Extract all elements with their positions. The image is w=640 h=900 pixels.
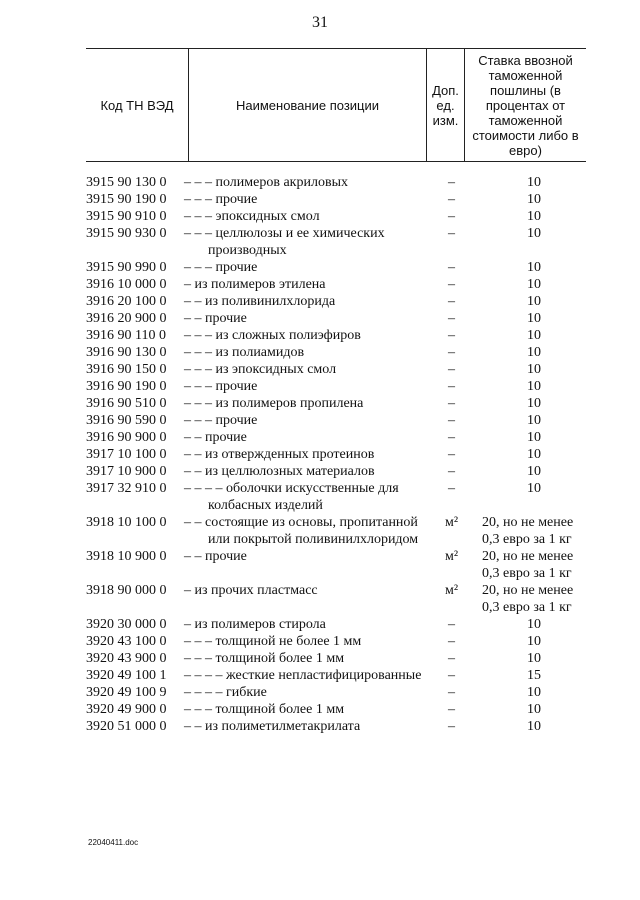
additional-unit: – [448, 311, 455, 326]
additional-unit: – [448, 345, 455, 360]
tnved-code: 3916 20 100 0 [86, 294, 167, 309]
duty-rate [474, 633, 594, 650]
duty-rate-line: 10 [527, 328, 541, 343]
duty-rate-line: 10 [527, 260, 541, 275]
position-name: – – состоящие из основы, пропитанной или покрытой поливинилхлоридом [184, 515, 419, 547]
duty-rate [474, 616, 594, 633]
position-name: – – из отвержденных протеинов [184, 447, 375, 462]
table-row [86, 412, 606, 429]
duty-rate [474, 191, 594, 208]
table-row [86, 259, 606, 276]
position-name: – – – – гибкие [184, 685, 267, 700]
additional-unit: – [448, 209, 455, 224]
duty-rate-line: 10 [527, 702, 541, 717]
tnved-code: 3915 90 130 0 [86, 175, 167, 190]
duty-rate-line: 10 [527, 294, 541, 309]
position-name: – – – прочие [184, 379, 258, 394]
duty-rate-line: 10 [527, 651, 541, 666]
tnved-code: 3915 90 990 0 [86, 260, 167, 275]
tnved-code: 3918 90 000 0 [86, 583, 167, 598]
duty-rate [474, 514, 594, 548]
position-name: – – – целлюлозы и ее химических производных [184, 226, 385, 258]
position-name: – – – – жесткие непластифицированные [184, 668, 422, 683]
duty-rate-line: 10 [527, 175, 541, 190]
tnved-code: 3916 90 190 0 [86, 379, 167, 394]
table-row [86, 429, 606, 446]
duty-rate [474, 225, 594, 259]
duty-rate [474, 276, 594, 293]
position-name: – – из поливинилхлорида [184, 294, 336, 309]
table-row [86, 327, 606, 344]
tnved-code: 3920 51 000 0 [86, 719, 167, 734]
table-row [86, 395, 606, 412]
duty-rate-line: 20, но не менее [482, 515, 574, 530]
additional-unit: – [448, 447, 455, 462]
additional-unit: – [448, 617, 455, 632]
position-name: – – из целлюлозных материалов [184, 464, 375, 479]
additional-unit: – [448, 175, 455, 190]
additional-unit: – [448, 481, 455, 496]
duty-rate-line: 10 [527, 379, 541, 394]
header-unit: Доп. ед. изм. [432, 82, 459, 128]
duty-rate [474, 701, 594, 718]
duty-rate [474, 446, 594, 463]
duty-rate-line: 20, но не менее [482, 583, 574, 598]
additional-unit: – [448, 413, 455, 428]
position-name: – – – из эпоксидных смол [184, 362, 337, 377]
duty-rate [474, 361, 594, 378]
duty-rate [474, 667, 594, 684]
table-row [86, 701, 606, 718]
position-name: – – – из полиамидов [184, 345, 305, 360]
duty-rate [474, 378, 594, 395]
duty-rate-line: 10 [527, 311, 541, 326]
table-row [86, 361, 606, 378]
duty-rate [474, 582, 594, 616]
position-name: – – прочие [184, 549, 247, 564]
table-row [86, 191, 606, 208]
duty-rate-line: 10 [527, 464, 541, 479]
tnved-code: 3916 10 000 0 [86, 277, 167, 292]
table-row [86, 378, 606, 395]
tnved-code: 3915 90 190 0 [86, 192, 167, 207]
position-name: – из полимеров стирола [184, 617, 326, 632]
position-name: – – – – оболочки искусственные для колбасных изделий [184, 481, 399, 513]
table-row [86, 684, 606, 701]
duty-rate [474, 650, 594, 667]
tnved-code: 3920 49 100 1 [86, 668, 167, 683]
duty-rate-line: 10 [527, 447, 541, 462]
tnved-code: 3916 90 110 0 [86, 328, 166, 343]
duty-rate-line: 10 [527, 277, 541, 292]
position-name: – – – из полимеров пропилена [184, 396, 364, 411]
tnved-code: 3917 32 910 0 [86, 481, 167, 496]
header-rate: Ставка ввозной таможенной пошлины (в процентах от таможенной стоимости либо в евро) [472, 52, 579, 158]
position-name: – – – эпоксидных смол [184, 209, 320, 224]
duty-rate [474, 174, 594, 191]
additional-unit: – [448, 294, 455, 309]
duty-rate-line: 10 [527, 209, 541, 224]
additional-unit: – [448, 379, 455, 394]
table-row [86, 208, 606, 225]
tnved-code: 3916 90 130 0 [86, 345, 167, 360]
page-number: 31 [312, 14, 328, 31]
tnved-code: 3920 49 100 9 [86, 685, 167, 700]
table-row [86, 446, 606, 463]
tnved-code: 3916 90 590 0 [86, 413, 167, 428]
position-name: – – – толщиной более 1 мм [184, 702, 345, 717]
position-name: – из полимеров этилена [184, 277, 326, 292]
additional-unit: – [448, 464, 455, 479]
position-name: – – – из сложных полиэфиров [184, 328, 361, 343]
position-name: – – из полиметилметакрилата [184, 719, 361, 734]
additional-unit: – [448, 634, 455, 649]
position-name: – – – прочие [184, 192, 258, 207]
duty-rate [474, 548, 594, 582]
duty-rate-line: 10 [527, 481, 541, 496]
duty-rate [474, 310, 594, 327]
table-header [86, 48, 586, 162]
duty-rate-line: 10 [527, 634, 541, 649]
tnved-code: 3918 10 100 0 [86, 515, 167, 530]
duty-rate-line: 10 [527, 430, 541, 445]
tnved-code: 3920 49 900 0 [86, 702, 167, 717]
tnved-code: 3915 90 930 0 [86, 226, 167, 241]
tnved-code: 3915 90 910 0 [86, 209, 167, 224]
duty-rate-line: 10 [527, 226, 541, 241]
table-row [86, 480, 606, 514]
duty-rate [474, 395, 594, 412]
duty-rate [474, 259, 594, 276]
tnved-code: 3920 43 900 0 [86, 651, 167, 666]
duty-rate [474, 344, 594, 361]
position-name: – – – прочие [184, 413, 258, 428]
duty-rate [474, 429, 594, 446]
duty-rate-line: 10 [527, 413, 541, 428]
duty-rate-line: 10 [527, 396, 541, 411]
table-row [86, 582, 606, 616]
table-row [86, 174, 606, 191]
table-row [86, 548, 606, 582]
position-name: – – – прочие [184, 260, 258, 275]
duty-rate-line: 0,3 евро за 1 кг [482, 566, 572, 581]
duty-rate [474, 463, 594, 480]
tnved-code: 3920 43 100 0 [86, 634, 167, 649]
tnved-code: 3916 90 510 0 [86, 396, 167, 411]
additional-unit: – [448, 192, 455, 207]
tnved-code: 3916 20 900 0 [86, 311, 167, 326]
additional-unit: м² [444, 583, 459, 598]
duty-rate-line: 0,3 евро за 1 кг [482, 532, 572, 547]
duty-rate [474, 684, 594, 701]
duty-rate [474, 718, 594, 735]
header-name: Наименование позиции [235, 97, 380, 113]
position-name: – – прочие [184, 430, 247, 445]
additional-unit: – [448, 702, 455, 717]
additional-unit: м² [444, 515, 459, 530]
duty-rate-line: 10 [527, 685, 541, 700]
position-name: – – прочие [184, 311, 247, 326]
duty-rate-line: 10 [527, 345, 541, 360]
tnved-code: 3916 90 900 0 [86, 430, 167, 445]
table-row [86, 718, 606, 735]
duty-rate-line: 10 [527, 719, 541, 734]
additional-unit: – [448, 226, 455, 241]
table-row [86, 633, 606, 650]
tariff-table-body [86, 174, 606, 735]
additional-unit: – [448, 362, 455, 377]
header-code: Код ТН ВЭД [100, 97, 174, 113]
duty-rate-line: 15 [527, 668, 541, 683]
duty-rate-line: 20, но не менее [482, 549, 574, 564]
table-row [86, 344, 606, 361]
additional-unit: – [448, 260, 455, 275]
table-row [86, 463, 606, 480]
tnved-code: 3916 90 150 0 [86, 362, 167, 377]
duty-rate [474, 327, 594, 344]
additional-unit: – [448, 719, 455, 734]
table-row [86, 310, 606, 327]
duty-rate-line: 0,3 евро за 1 кг [482, 600, 572, 615]
tnved-code: 3920 30 000 0 [86, 617, 167, 632]
additional-unit: м² [444, 549, 459, 564]
additional-unit: – [448, 685, 455, 700]
additional-unit: – [448, 651, 455, 666]
position-name: – из прочих пластмасс [184, 583, 318, 598]
duty-rate [474, 412, 594, 429]
duty-rate [474, 480, 594, 514]
table-row [86, 667, 606, 684]
tnved-code: 3917 10 100 0 [86, 447, 167, 462]
duty-rate-line: 10 [527, 617, 541, 632]
duty-rate [474, 293, 594, 310]
position-name: – – – полимеров акриловых [184, 175, 348, 190]
additional-unit: – [448, 396, 455, 411]
tnved-code: 3918 10 900 0 [86, 549, 167, 564]
file-name: 22040411.doc [88, 838, 139, 847]
table-row [86, 293, 606, 310]
position-name: – – – толщиной не более 1 мм [184, 634, 362, 649]
table-row [86, 616, 606, 633]
additional-unit: – [448, 430, 455, 445]
table-row [86, 276, 606, 293]
duty-rate-line: 10 [527, 192, 541, 207]
table-row [86, 514, 606, 548]
additional-unit: – [448, 277, 455, 292]
table-row [86, 650, 606, 667]
position-name: – – – толщиной более 1 мм [184, 651, 345, 666]
additional-unit: – [448, 328, 455, 343]
additional-unit: – [448, 668, 455, 683]
duty-rate-line: 10 [527, 362, 541, 377]
tnved-code: 3917 10 900 0 [86, 464, 167, 479]
table-row [86, 225, 606, 259]
duty-rate [474, 208, 594, 225]
